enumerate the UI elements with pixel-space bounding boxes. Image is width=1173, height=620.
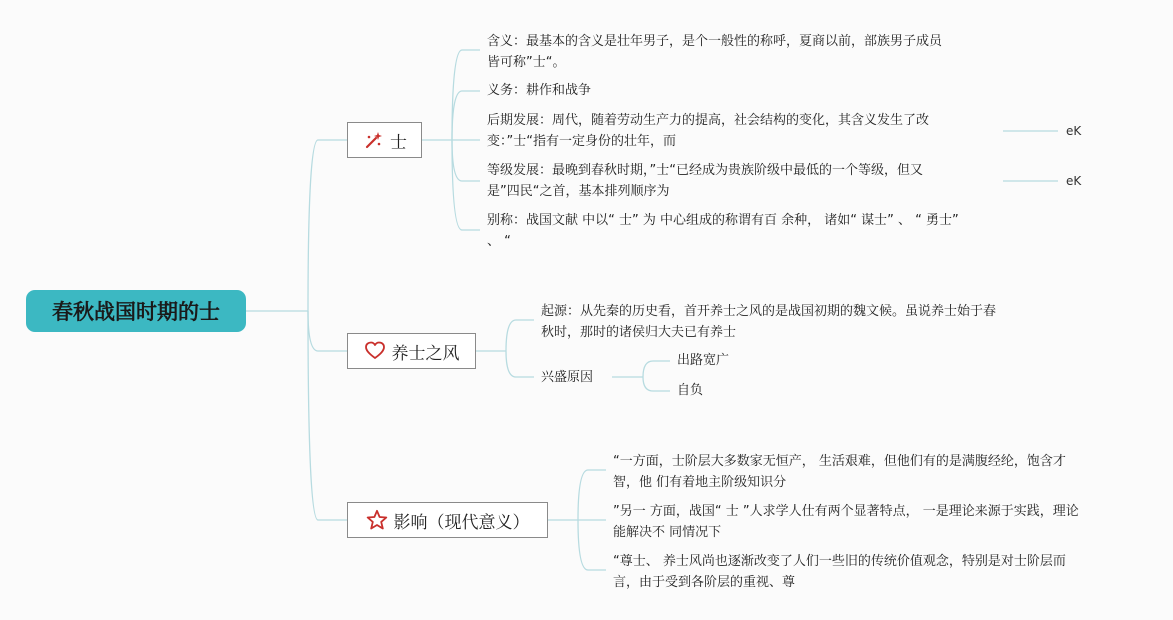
influence-item-1[interactable] [613,451,1066,493]
reason-child-confidence[interactable]: 自负 [677,383,704,398]
item-text-cont: 秋时，那时的诸侯归大夫已有养士 [541,325,737,340]
wand-sparkle-icon [362,129,384,151]
item-rank-development[interactable] [487,160,923,202]
ek-node-2[interactable]: eK [1066,174,1082,188]
item-text-cont: 变：”士“指有一定身份的壮年，而 [487,134,676,149]
item-text: 最基本的含义是壮年男子，是个一般性的称呼，夏商以前，部族男子成员 [526,34,943,49]
reason-child-wide-paths[interactable]: 出路宽广 [677,353,730,368]
topic-influence[interactable] [347,502,548,538]
item-text-cont: 言，由于受到各阶层的重视、尊 [613,575,796,590]
item-later-development[interactable] [487,110,929,152]
item-text: 周代，随着劳动生产力的提高，社会结构的变化，其含义发生了改 [552,113,930,128]
item-label: 义务： [487,83,527,98]
item-label: 含义： [487,34,527,49]
topic-label: 影响（现代意义） [393,512,530,533]
influence-item-3[interactable] [613,551,1066,593]
item-meaning[interactable] [487,31,942,73]
item-origin[interactable] [541,301,996,343]
item-text-cont: 智，他 们有着地主阶级知识分 [613,475,787,490]
topic-label: 养士之风 [391,343,460,364]
influence-item-2[interactable] [613,501,1079,543]
item-text: “一方面，士阶层大多数家无恒产， 生活艰难，但他们有的是满腹经纶，饱含才 [613,454,1066,469]
item-text: 从先秦的历史看，首开养士之风的是战国初期的魏文候。虽说养士始于春 [580,304,997,319]
item-prosperity-reason[interactable]: 兴盛原因 [541,370,594,385]
topic-yangshi[interactable] [347,333,476,369]
item-label: 等级发展： [487,163,553,178]
item-text: “尊士、 养士风尚也逐渐改变了人们一些旧的传统价值观念，特别是对士阶层而 [613,554,1066,569]
item-text-cont: 、 “ [487,234,511,249]
item-label: 别称： [487,213,527,228]
root-node[interactable] [26,290,246,332]
topic-shi[interactable] [347,122,422,158]
root-title: 春秋战国时期的士 [52,300,220,324]
item-text: 最晚到春秋时期，”士“已经成为贵族阶级中最低的一个等级，但又 [552,163,923,178]
item-text-cont: 皆可称”士“。 [487,55,566,70]
item-label: 后期发展： [487,113,553,128]
heart-icon [364,340,386,362]
item-text: ”另一 方面，战国“ 士 ”人求学人仕有两个显著特点， 一是理论来源于实践，理论 [613,504,1079,519]
item-text: 战国文献 中以“ 士” 为 中心组成的称谓有百 余种， 诸如“ 谋士” 、 “ 勇士” [526,213,959,228]
item-text-cont: 是”四民“之首，基本排列顺序为 [487,184,670,199]
ek-node-1[interactable]: eK [1066,124,1082,138]
star-icon [366,509,388,531]
item-text-cont: 能解决不 同情况下 [613,525,722,540]
item-duty[interactable] [487,80,591,101]
item-alias[interactable] [487,210,959,252]
item-label: 起源： [541,304,581,319]
item-text: 耕作和战争 [526,83,592,98]
topic-label: 士 [390,132,407,153]
